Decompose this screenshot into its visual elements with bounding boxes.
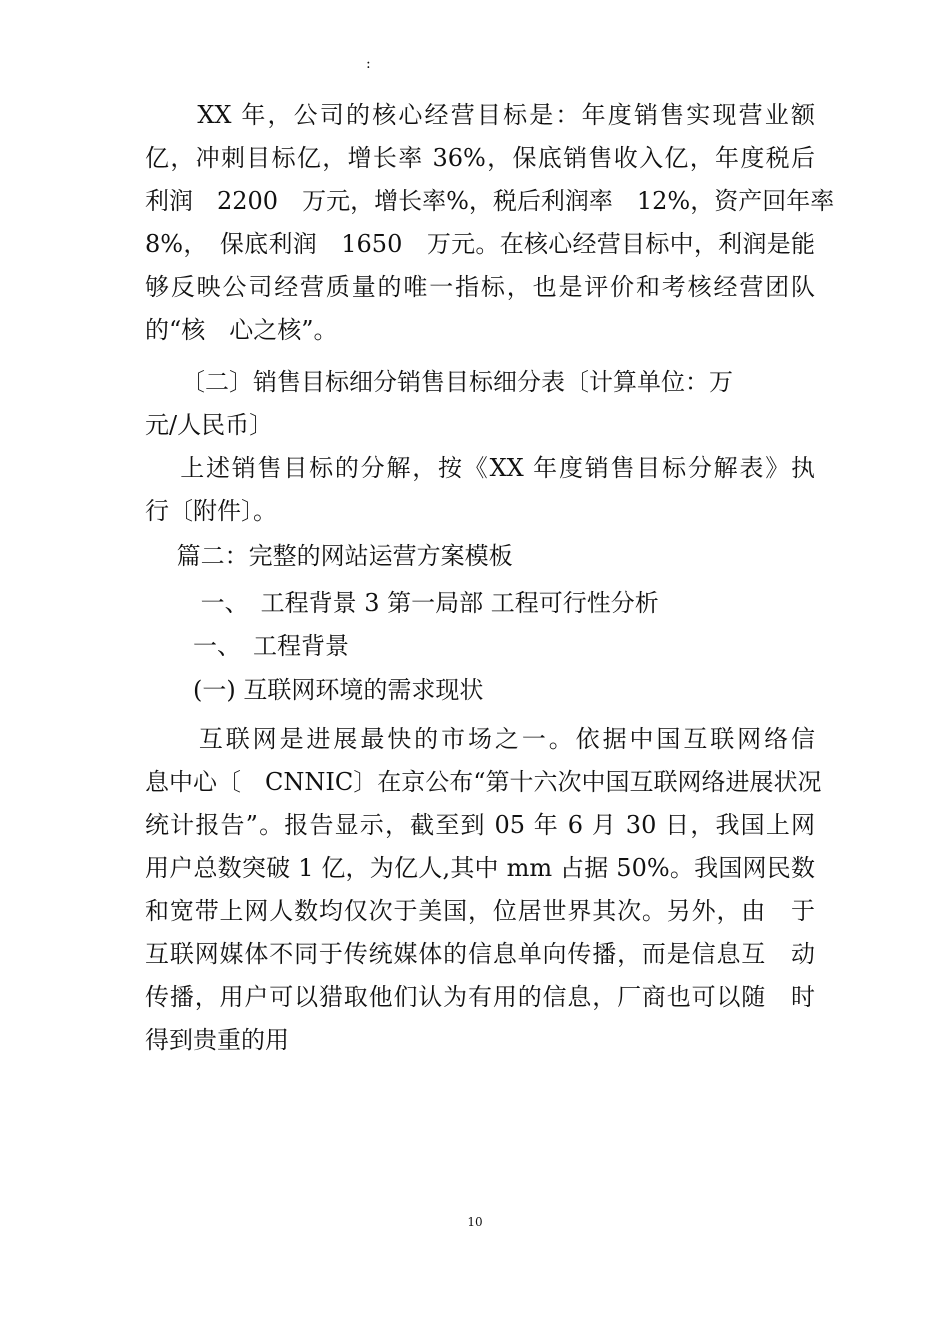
text-line: 互联网媒体不同于传统媒体的信息单向传播，而是信息互 动	[145, 940, 815, 968]
text-line: 篇二：完整的网站运营方案模板	[145, 542, 513, 570]
text-line: 够反映公司经营质量的唯一指标，也是评价和考核经营团队	[145, 273, 815, 301]
text-line: (一) 互联网环境的需求现状	[145, 676, 484, 704]
text-line: 统计报告”。报告显示，截至到 05 年 6 月 30 日，我国上网	[145, 811, 815, 839]
text-line: 息中心〔 CNNIC〕在京公布“第十六次中国互联网络进展状况	[145, 768, 822, 796]
text-line: 用户总数突破 1 亿，为亿人,其中 mm 占据 50%。我国网民数	[145, 854, 815, 882]
subheading-internet-demand	[145, 669, 815, 712]
paragraph-core-goals	[145, 94, 835, 352]
paragraph-internet-market	[145, 718, 822, 1062]
text-line: 一、 工程背景	[145, 632, 349, 660]
text-line: 的“核 心之核”。	[145, 316, 338, 344]
text-line: 互联网是进展最快的市场之一。依据中国互联网络信	[145, 725, 815, 753]
text-line: 上述销售目标的分解，按《XX 年度销售目标分解表》执	[145, 454, 815, 482]
text-line: 利润 2200 万元，增长率%，税后利润率 12%，资产回年率	[145, 187, 835, 215]
paragraph-sales-breakdown-heading	[145, 361, 815, 447]
toc-line	[145, 582, 815, 625]
text-line: 8%， 保底利润 1650 万元。在核心经营目标中，利润是能	[145, 230, 815, 258]
text-line: 传播，用户可以猎取他们认为有用的信息，厂商也可以随 时	[145, 983, 815, 1011]
text-line: 一、 工程背景 3 第一局部 工程可行性分析	[145, 589, 659, 617]
page-number: 10	[467, 1215, 483, 1229]
section-title-part-two	[145, 535, 815, 578]
text-line: XX 年，公司的核心经营目标是：年度销售实现营业额	[145, 101, 815, 129]
top-mark: :	[366, 56, 371, 72]
text-line: 〔二〕销售目标细分销售目标细分表〔计算单位：万	[145, 368, 733, 396]
text-line: 和宽带上网人数均仅次于美国，位居世界其次。另外，由 于	[145, 897, 815, 925]
text-line: 得到贵重的用	[145, 1026, 289, 1054]
text-line: 行〔附件〕。	[145, 497, 277, 525]
text-line: 元/人民币〕	[145, 411, 274, 439]
heading-project-background	[145, 625, 815, 668]
text-line: 亿，冲刺目标亿，增长率 36%，保底销售收入亿，年度税后	[145, 144, 815, 172]
paragraph-sales-breakdown	[145, 447, 815, 533]
